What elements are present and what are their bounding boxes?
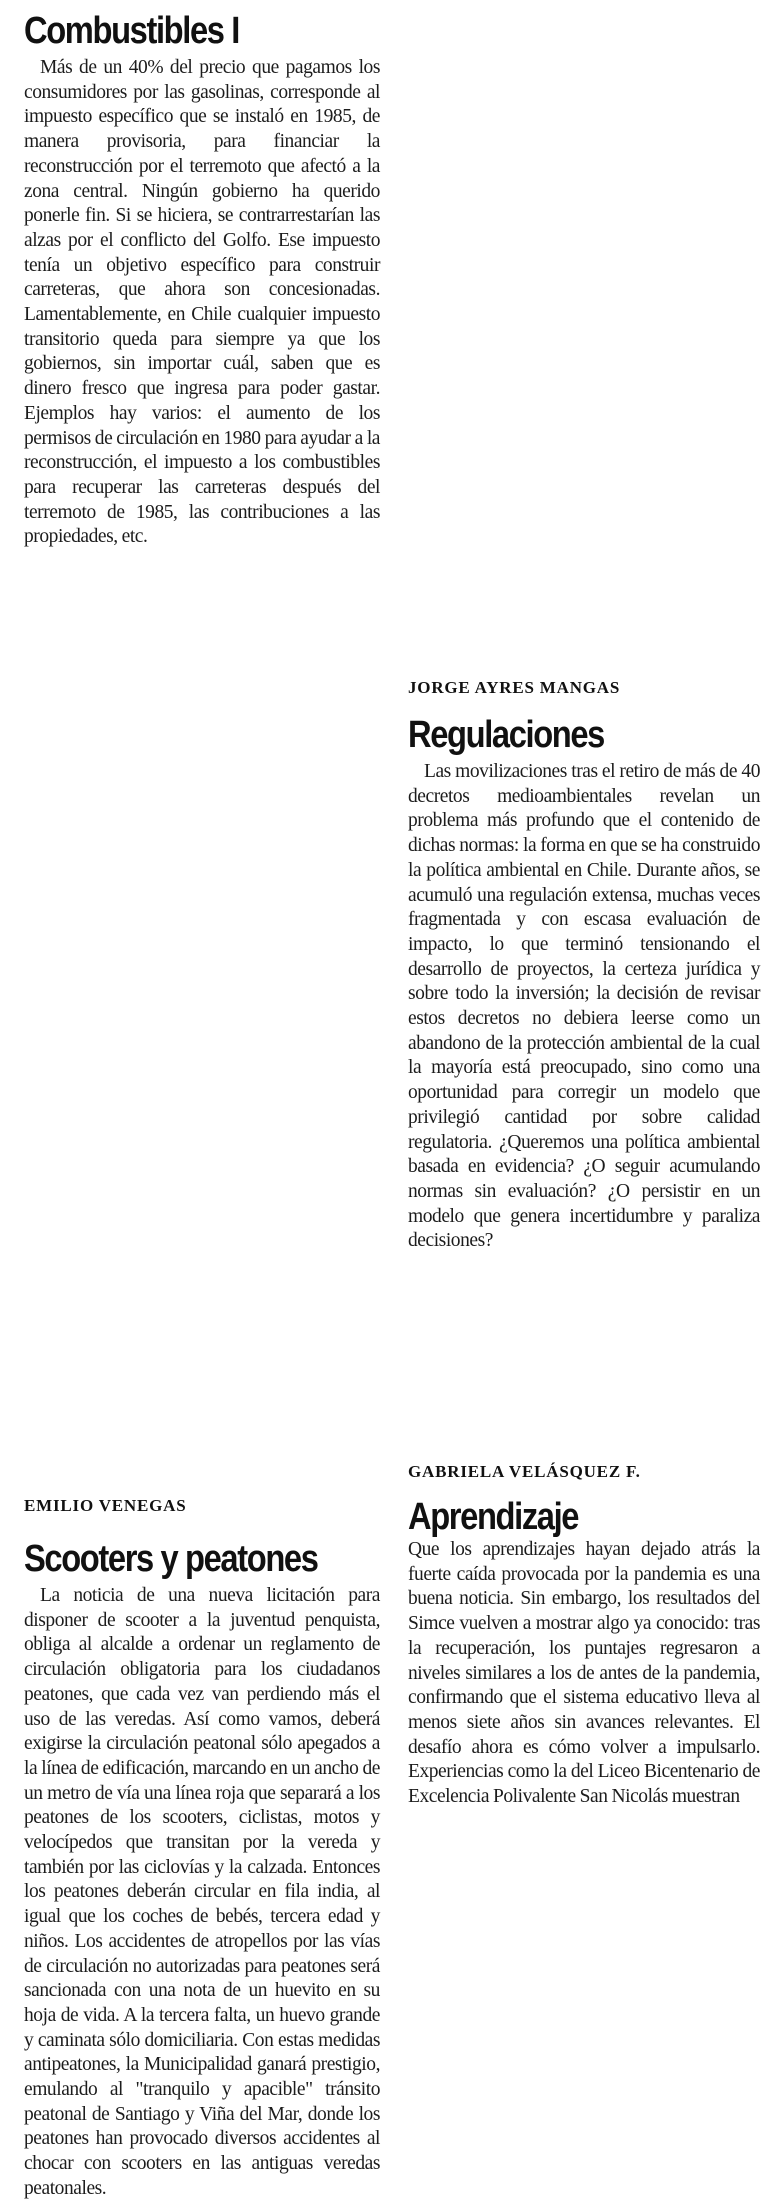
byline-jorge [408,678,760,698]
article-regulaciones [408,714,760,1254]
article-body-text: Más de un 40% del precio que pagamos los consumidores por las gasolinas, corresponde al impuesto específico que se instaló en 1985, de manera provisoria, para financiar la reconstrucción por el terremoto que afectó a la zona central. Ningún gobierno ha querido ponerle fin. Si se hiciera, se contrarrestarían las alzas por el conflicto del Golfo. Ese impuesto tenía un objetivo específico para construir carreteras, que ahora son concesionadas. Lamentablemente, en Chile cualquier impuesto transitorio queda para siempre ya que los gobiernos, sin importar cuál, saben que es dinero fresco que ingresa para poder gastar. Ejemplos hay varios: el aumento de los permisos de circulación en 1980 para ayudar a la reconstrucción, el impuesto a los combustibles para recuperar las carreteras después del terremoto de 1985, las contribuciones a las propiedades, etc. [24,57,380,548]
article-body [24,56,380,550]
article-title: Combustibles I [24,10,239,52]
article-body [408,760,760,1254]
byline-emilio [24,1496,380,1516]
article-title: Regulaciones [408,714,604,756]
byline-gabriela [408,1462,760,1482]
article-title: Scooters y peatones [24,1538,318,1580]
article-body [408,1538,760,1810]
article-combustibles [24,10,380,550]
article-author: JORGE AYRES MANGAS [408,678,621,697]
article-title: Aprendizaje [408,1496,579,1538]
article-body-text: Las movilizaciones tras el retiro de más de 40 decretos medioambientales revelan un problema más profundo que el contenido de dichas normas: la forma en que se ha construido la política ambiental en Chile. Durante años, se acumuló una regulación extensa, muchas veces fragmentada y con escasa evaluación de impacto, lo que terminó tensionando el desarrollo de proyectos, la certeza jurídica y sobre todo la inversión; la decisión de revisar estos decretos no debiera leerse como un abandono de la protección ambiental de la cual la mayoría está preocupado, sino como una oportunidad para corregir un modelo que privilegió cantidad por sobre calidad regulatoria. ¿Queremos una política ambiental basada en evidencia? ¿O seguir acumulando normas sin evaluación? ¿O persistir en un modelo que genera incertidumbre y paraliza decisiones? [408,761,760,1252]
article-body-text: La noticia de una nueva licitación para disponer de scooter a la juventud penquista, obliga al alcalde a ordenar un reglamento de circulación obligatoria para los ciudadanos peatones, que cada vez van perdiendo más el uso de las veredas. Así como vamos, deberá exigirse la circulación peatonal sólo apegados a la línea de edificación, marcando en un ancho de un metro de vía una línea roja que separará a los peatones de los scooters, ciclistas, motos y velocípedos que transitan por la vereda y también por las ciclovías y la calzada. Entonces los peatones deberán circular en fila india, al igual que los coches de bebés, tercera edad y niños. Los accidentes de atropellos por las vías de circulación no autorizadas para peatones será sancionada con una nota de un huevito en su hoja de vida. A la tercera falta, un huevo grande y caminata sólo domiciliaria. Con estas medidas antipeatones, la Municipalidad ganará prestigio, emulando al "tranquilo y apacible" tránsito peatonal de Santiago y Viña del Mar, donde los peatones han provocado diversos accidentes al chocar con scooters en las antiguas veredas peatonales. [24,1585,380,2199]
article-author: GABRIELA VELÁSQUEZ F. [408,1462,641,1481]
article-body [24,1584,380,2202]
article-author: EMILIO VENEGAS [24,1496,187,1515]
article-body-text: Que los aprendizajes hayan dejado atrás la fuerte caída provocada por la pandemia es una buena noticia. Sin embargo, los resultados del Simce vuelven a mostrar algo ya conocido: tras la recuperación, los puntajes regresaron a niveles similares a los de antes de la pandemia, confirmando que el sistema educativo lleva al menos siete años sin avances relevantes. El desafío ahora es cómo volver a impulsarlo. Experiencias como la del Liceo Bicentenario de Excelencia Polivalente San Nicolás muestran [408,1539,760,1808]
article-scooters [24,1538,380,2202]
article-aprendizaje [408,1496,760,1810]
